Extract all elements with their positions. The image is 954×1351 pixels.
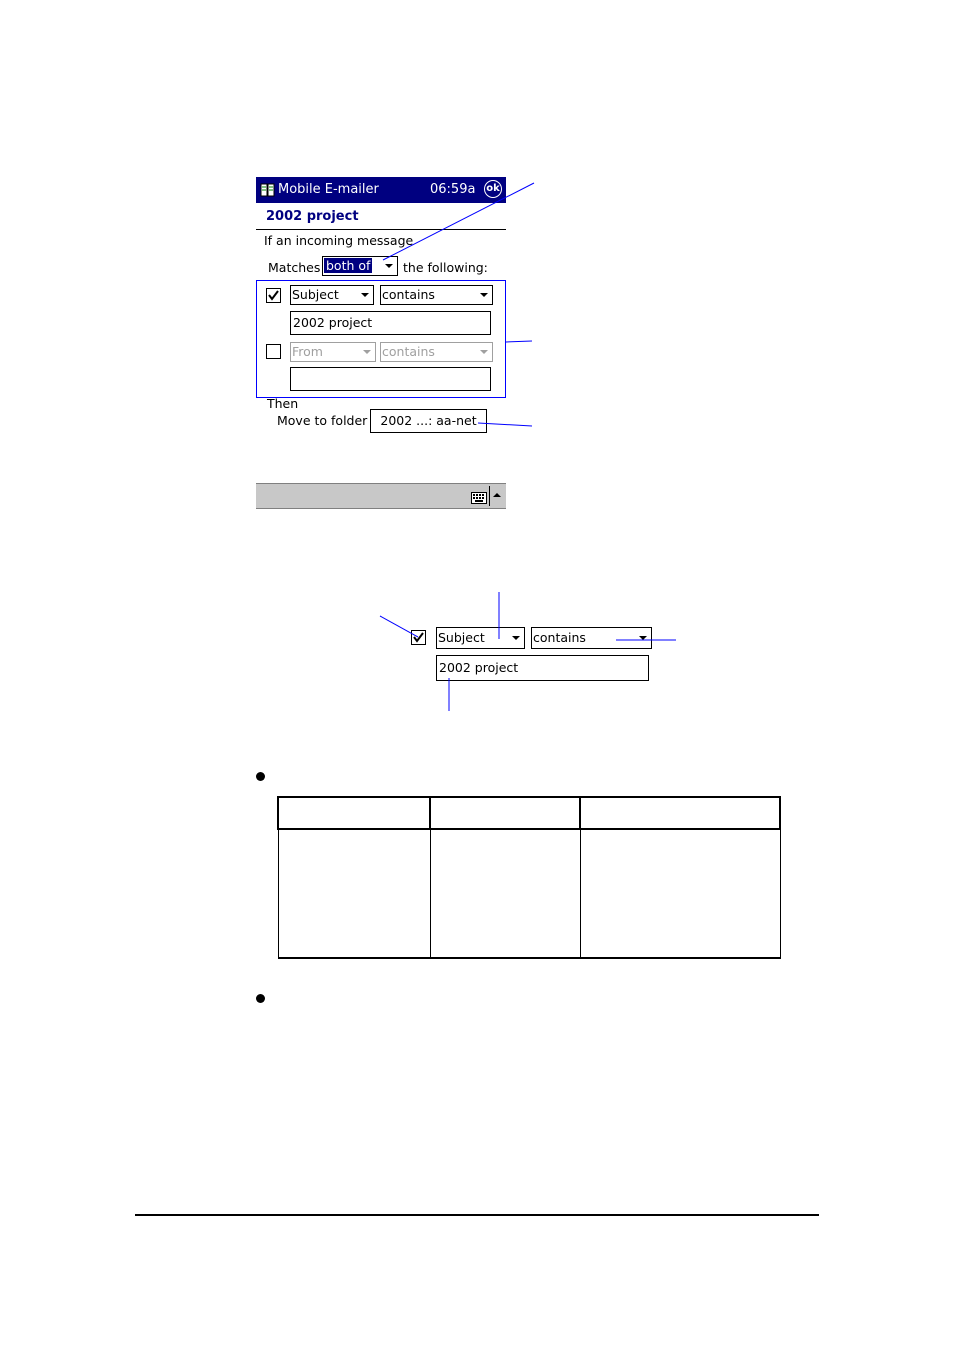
checkmark-icon (413, 632, 424, 643)
chevron-down-icon (385, 264, 393, 268)
condition1-operator-dropdown[interactable] (380, 285, 493, 305)
table-cell (430, 829, 580, 958)
condition2-operator-dropdown[interactable] (380, 342, 493, 362)
then-label: Then (267, 396, 299, 411)
condition1-field: Subject (292, 287, 339, 302)
matches-dropdown[interactable] (322, 256, 398, 276)
checkmark-icon (268, 290, 279, 301)
condition1-operator: contains (382, 287, 435, 302)
chevron-up-icon[interactable] (493, 493, 501, 497)
bullet (256, 994, 265, 1003)
condition1-field-dropdown[interactable] (290, 285, 374, 305)
condition2-checkbox[interactable] (266, 344, 281, 359)
intro-label: If an incoming message (264, 233, 414, 248)
divider (256, 229, 506, 230)
matches-value: both of (326, 258, 371, 273)
ok-button[interactable]: ok (484, 180, 502, 198)
detail-checkbox[interactable] (411, 630, 426, 645)
folder-button[interactable]: 2002 ...: aa-net (370, 409, 487, 433)
chevron-down-icon (480, 293, 488, 297)
title-bar (256, 177, 506, 203)
app-title: Mobile E-mailer (278, 182, 379, 197)
menu-bar (256, 483, 506, 509)
table-header-cell (278, 797, 430, 829)
pda-screenshot (256, 177, 506, 509)
table-header-cell (580, 797, 780, 829)
condition2-field: From (292, 344, 323, 359)
table-row (278, 829, 780, 958)
condition2-value-input[interactable] (290, 367, 491, 391)
info-table (277, 796, 781, 959)
chevron-down-icon (480, 350, 488, 354)
clock[interactable]: 06:59a (430, 182, 476, 197)
table-header-row (278, 797, 780, 829)
following-label: the following: (403, 260, 488, 275)
detail-operator: contains (533, 630, 586, 645)
app-icon (260, 182, 276, 198)
chevron-down-icon (512, 636, 520, 640)
chevron-down-icon (361, 293, 369, 297)
condition2-operator: contains (382, 344, 435, 359)
detail-field: Subject (438, 630, 485, 645)
action-label: Move to folder (277, 413, 368, 428)
table-header-cell (430, 797, 580, 829)
keyboard-icon[interactable] (471, 489, 487, 508)
condition1-value-input[interactable]: 2002 project (290, 311, 491, 335)
table-cell (580, 829, 780, 958)
matches-label: Matches (268, 260, 321, 275)
callout-line (506, 341, 532, 342)
chevron-down-icon (363, 350, 371, 354)
condition2-field-dropdown[interactable] (290, 342, 376, 362)
bullet (256, 772, 265, 781)
condition1-checkbox[interactable] (266, 288, 281, 303)
rule-name: 2002 project (266, 209, 359, 224)
table-cell (278, 829, 430, 958)
divider (489, 486, 490, 506)
detail-value-input[interactable]: 2002 project (436, 655, 649, 681)
chevron-down-icon (639, 636, 647, 640)
detail-operator-dropdown[interactable] (531, 627, 652, 649)
detail-field-dropdown[interactable] (436, 627, 525, 649)
footer-rule (135, 1214, 819, 1216)
